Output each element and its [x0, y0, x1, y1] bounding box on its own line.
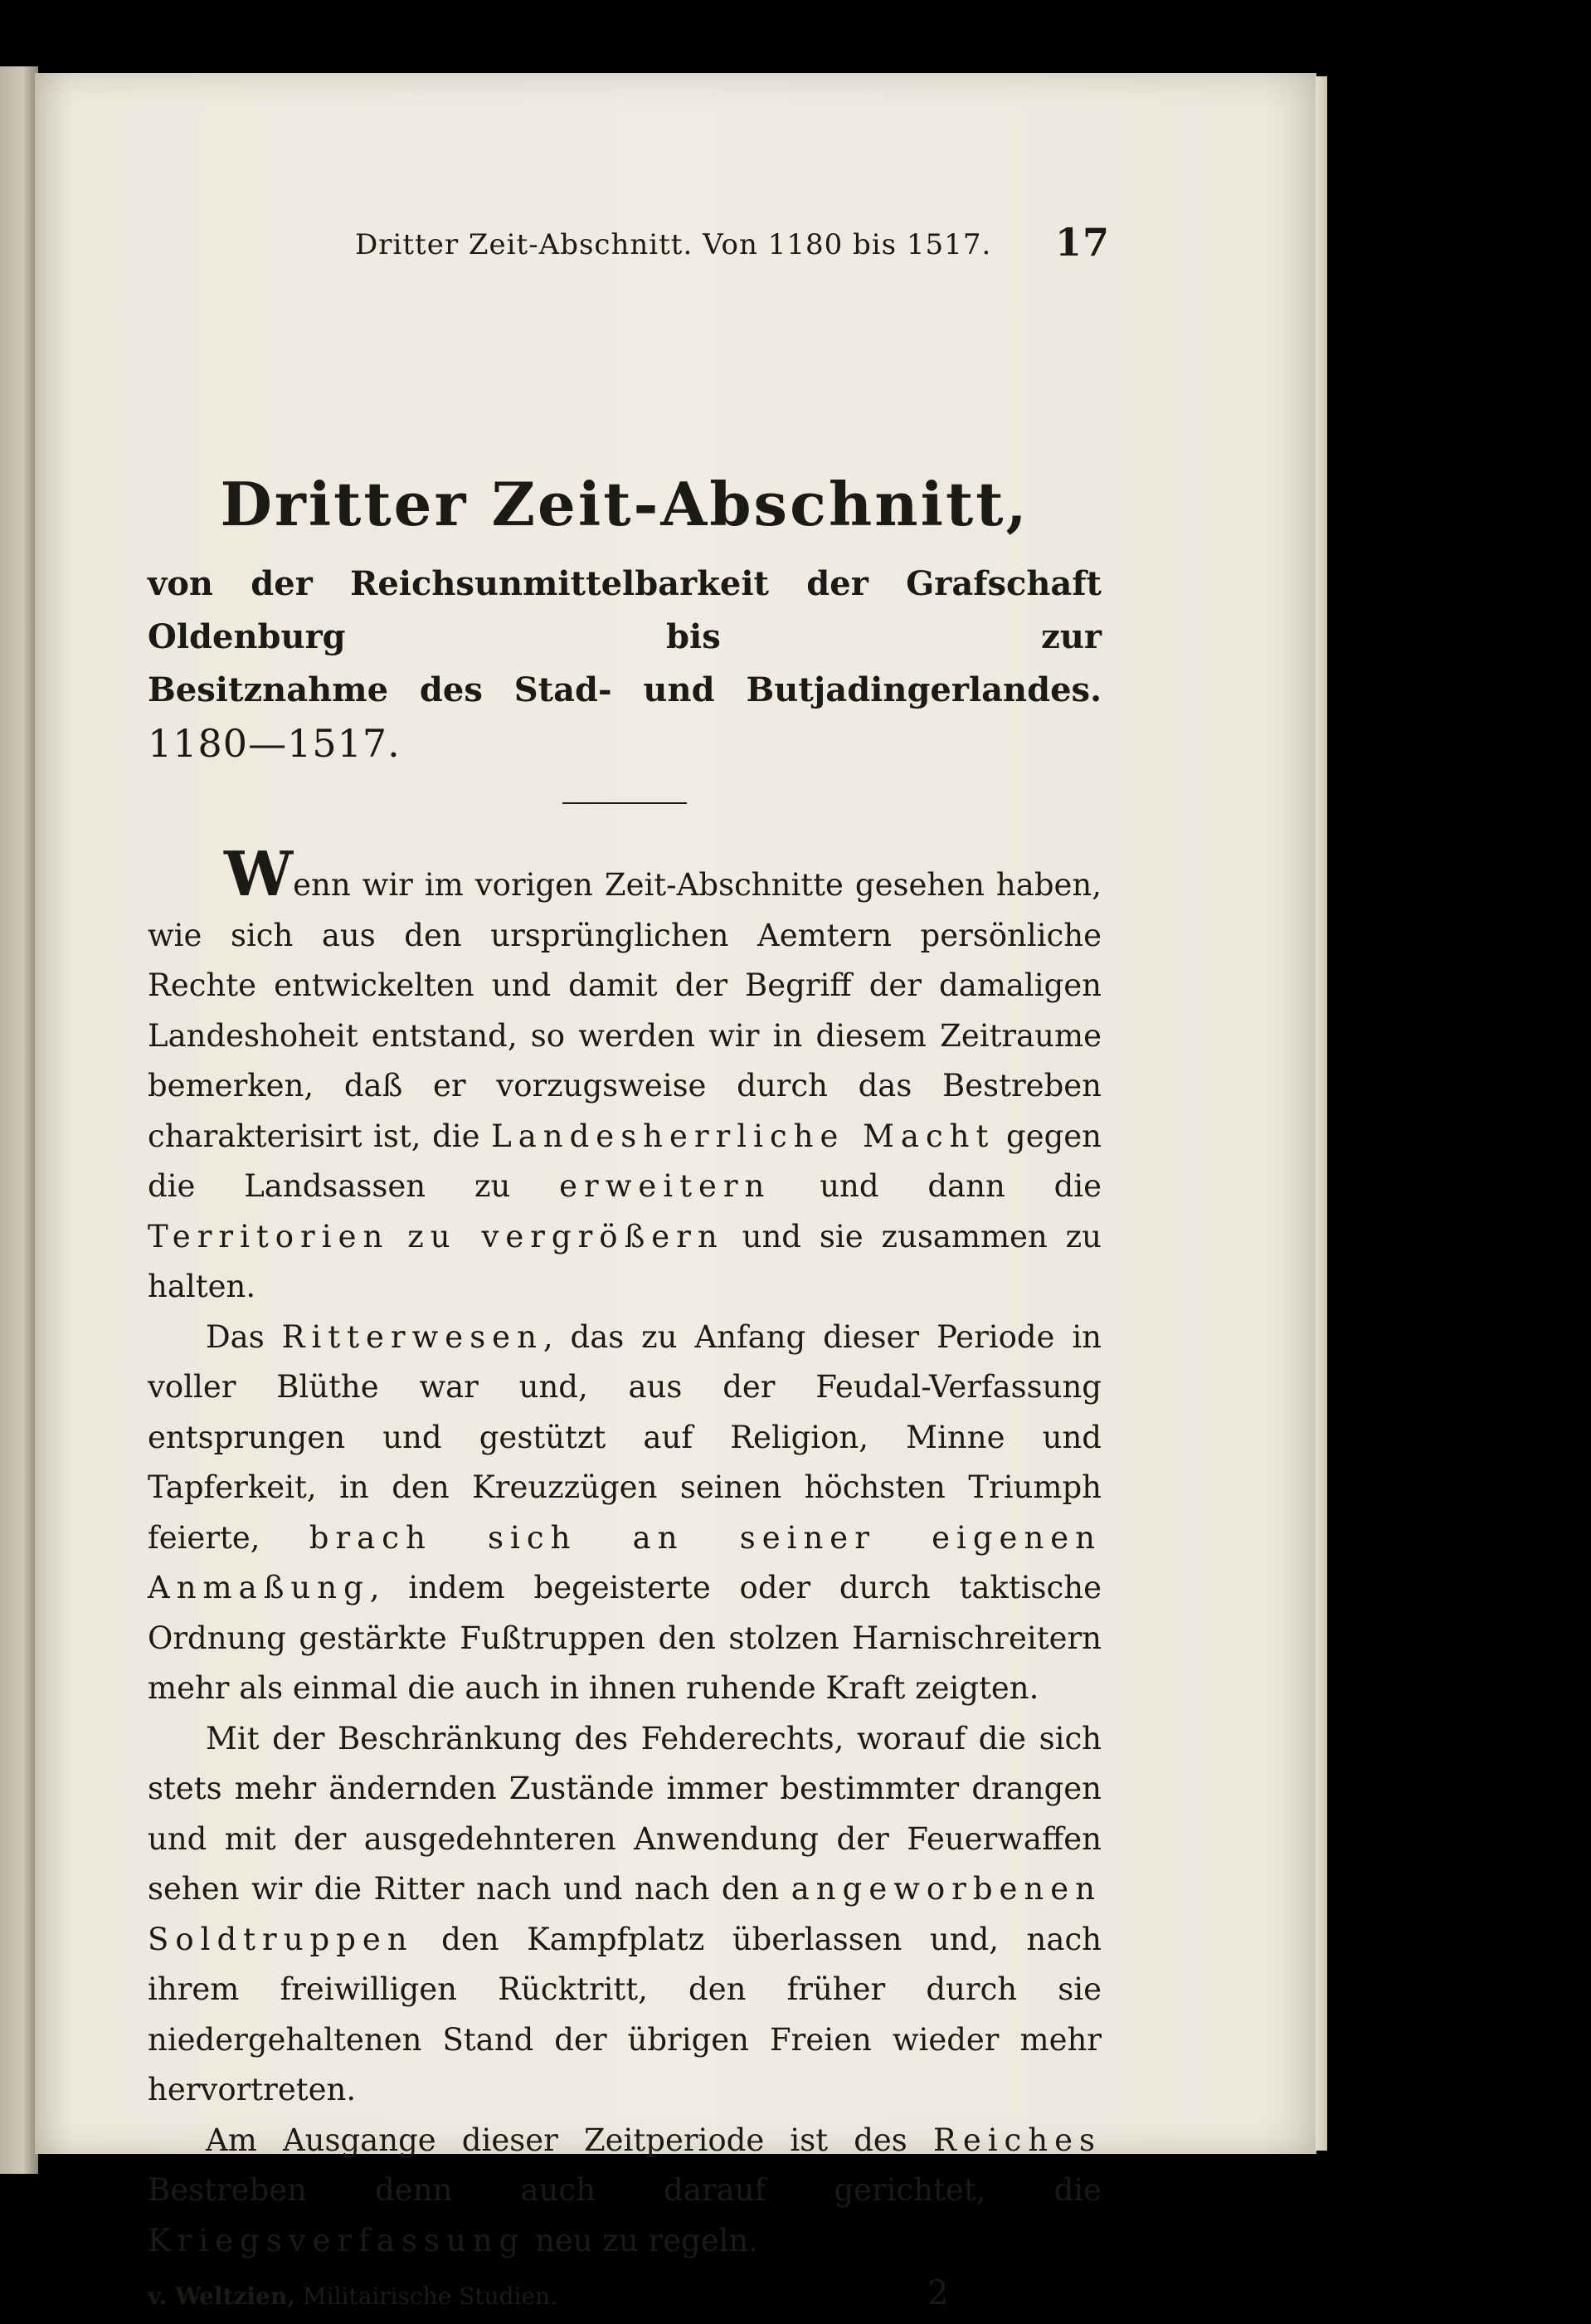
paragraph-3 — [148, 1714, 1102, 2116]
chapter-subtitle-line-2 — [148, 664, 1102, 772]
emphasis-kriegsverfassung: Kriegsverfassung — [148, 2222, 526, 2258]
chapter-title: Dritter Zeit-Abschnitt, — [220, 469, 1029, 539]
paragraph-3-text-1: Mit der Beschränkung des Fehderechts, worauf die sich stets mehr ändernden Zustände immer bestimmter drangen und mit der ausgedehnteren Anwendung der Feuerwaffen sehen wir die Ritter nach und nach den — [148, 1720, 1102, 1907]
paragraph-3-text-2: den Kampfplatz überlassen und, nach ihrem freiwilligen Rücktritt, den früher durch sie niedergehaltenen Stand der übrigen Freien wieder mehr hervortreten. — [148, 1921, 1102, 2107]
running-head — [148, 220, 1110, 278]
title-rule-divider — [562, 802, 687, 804]
paragraph-4-text-1: Am Ausgange dieser Zeitperiode ist des — [206, 2122, 907, 2158]
book-spine — [0, 66, 38, 2174]
page-number: 17 — [1054, 220, 1110, 265]
chapter-years: 1180—1517. — [148, 721, 401, 766]
paragraph-2-text-3: , indem begeisterte oder durch taktische Ordnung gestärkte Fußtruppen den stolzen Harnischreitern mehr als einmal die auch in ihnen ruhende Kraft zeigten. — [148, 1570, 1102, 1706]
paragraph-2-text-2: , das zu Anfang dieser Periode in voller Blüthe war und, aus der Feudal-Verfassung entsprungen und gestützt auf Religion, Minne und Tapferkeit, in den Kreuzzügen seinen höchsten Triumph feierte, — [148, 1318, 1102, 1556]
emphasis-landesherrliche-macht: Landesherrliche Macht — [491, 1118, 995, 1154]
paragraph-1-text-3: und dann die — [820, 1168, 1102, 1204]
paragraph-4-text-3: neu zu regeln. — [535, 2222, 759, 2258]
page-footer — [148, 2274, 1102, 2324]
footer-work-title: Militairische Studien. — [302, 2283, 558, 2310]
paragraph-1 — [148, 839, 1102, 1313]
paragraph-2 — [148, 1313, 1102, 1714]
page-edge-shadow — [1316, 76, 1327, 2151]
paragraph-4 — [148, 2116, 1102, 2267]
signature-mark: 2 — [927, 2274, 949, 2312]
emphasis-vergroessern: zu vergrößern — [407, 1218, 724, 1255]
chapter-subtitle — [148, 558, 1102, 772]
chapter-subtitle-text: Besitznahme des Stad- und Butjadingerlandes. — [148, 670, 1102, 709]
chapter-subtitle-line-1: von der Reichsunmittelbarkeit der Grafschaft Oldenburg bis zur — [148, 564, 1102, 656]
emphasis-territorien: Territorien — [148, 1218, 390, 1255]
running-head-text: Dritter Zeit-Abschnitt. Von 1180 bis 1517. — [355, 228, 992, 261]
body-text — [148, 839, 1102, 2266]
paragraph-4-text-2: Bestreben denn auch darauf gerichtet, die — [148, 2172, 1102, 2208]
footer-author — [148, 2283, 557, 2310]
page-text-block — [148, 220, 1110, 2324]
paragraph-1-text-4: und sie zusammen zu halten. — [148, 1218, 1102, 1304]
paragraph-1-text: enn wir im vorigen Zeit-Abschnitte gesehen haben, wie sich aus den ursprünglichen Aemtern persönliche Rechte entwickelten und damit der Begriff der damaligen Landeshoheit entstand, so werden wir in diesem Zeitraume bemerken, daß er vorzugsweise durch das Bestreben charakterisirt ist, die — [148, 867, 1102, 1154]
emphasis-brach-sich: brach sich an seiner eigenen Anmaßung — [148, 1519, 1102, 1605]
drop-cap-initial: W — [224, 839, 294, 910]
emphasis-soldtruppen: angeworbenen Soldtruppen — [148, 1871, 1102, 1957]
emphasis-reiches: Reiches — [932, 2122, 1102, 2158]
paragraph-1-text-2: gegen die Landsassen zu — [148, 1118, 1102, 1204]
emphasis-erweitern: erweitern — [559, 1168, 771, 1204]
paragraph-2-text-1: Das — [206, 1318, 265, 1355]
emphasis-ritterwesen: Ritterwesen — [281, 1318, 543, 1355]
footer-author-name: v. Weltzien, — [148, 2283, 295, 2310]
